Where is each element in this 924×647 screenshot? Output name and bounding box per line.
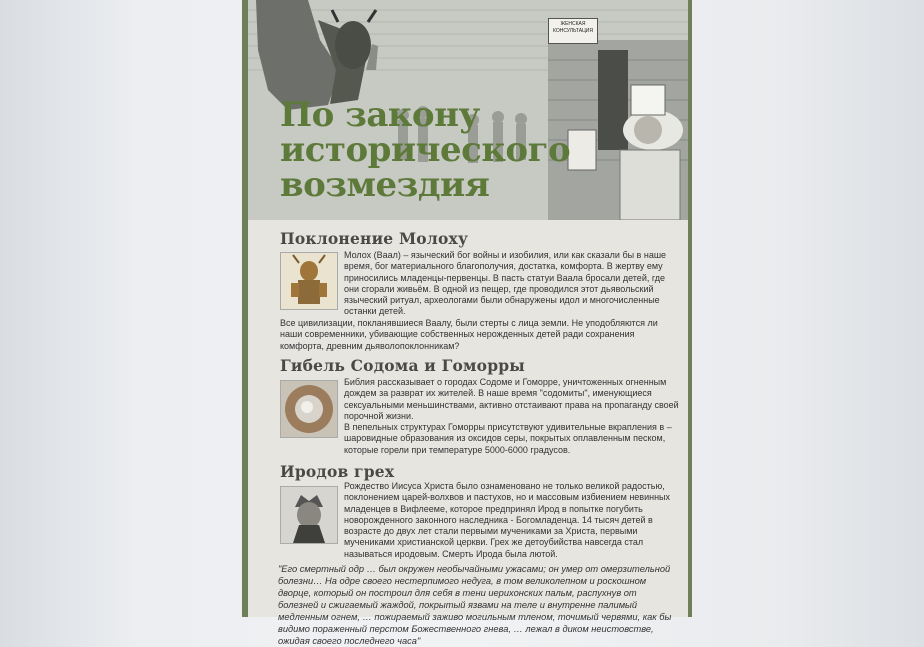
heading-herod: Иродов грех	[280, 462, 395, 481]
poster-board	[242, 0, 692, 647]
heading-sodom: Гибель Содома и Гоморры	[280, 356, 526, 375]
sodom-text-2: В пепельных структурах Гоморры присутствуют удивительные вкрапления в –шаровидные образования из оксидов серы, покрытых оплавленным песком, которые горели при температуре 5000-6000 градусов.	[344, 422, 672, 455]
herod-text: Рождество Иисуса Христа было ознаменовано не только великой радостью, поклонением царей-волхвов и пастухов, но и массовым избиением невинных младенцев в Вифлееме, которое предпринял Ирод в попытке погубить новорожденного законного наследника - Богомладенца. 14 тысяч детей в возрасте до двух лет стали первыми мучениками за Христа, первыми мучениками христианской церкви. Грех же детоубийства навсегда стал называться иродовым. Смерть Ирода была лютой.	[344, 481, 671, 559]
moloch-text: Молох (Ваал) – языческий бог войны и изобилия, или как сказали бы в наше время, бог материального благополучия, достатка, комфорта. В жертву ему приносились младенцы-первенцы. В пасть статуи Ваала бросали детей, где они сгорали живьём. В одной из пещер, где проводился этот дьявольский языческий ритуал, археологами были обнаружены идол и многочисленные останки детей.	[344, 250, 667, 317]
poster-title: По закону исторического возмездия	[280, 95, 571, 205]
sodom-text-1: Библия рассказывает о городах Содоме и Гоморре, уничтоженных огненным дождем за разврат их жителей. В наше время "содомиты", именующиеся сексуальными меньшинствами, активно отстаивают права на пропаганду своей порочной жизни.	[344, 377, 679, 421]
sulfur-ball-image	[280, 380, 338, 438]
herod-quote: "Его смертный одр … был окружен необычайными ужасами; он умер от омерзительной болезни… На одре своего нестерпимого недуга, в том великолепном и роскошном дворце, который он построил для себя в тени иерихонских пальм, распухнув от болезней и сжигаемый жаждой, покрытый язвами на теле и внутренне палимый медленным огнем, … пожираемый заживо могильным тленом, точимый червями, как бы видимо пораженный перстом Божественного гнева, … лежал в диком неистовстве, ожидая своего последнего часа"	[278, 564, 672, 647]
street-sign: ЖЕНСКАЯ КОНСУЛЬТАЦИЯ	[548, 18, 598, 44]
poster-content	[248, 220, 688, 647]
moloch-image	[280, 252, 338, 310]
heading-moloch: Поклонение Молоху	[280, 229, 469, 248]
moloch-summary: Все цивилизации, покланявшиеся Ваалу, были стерты с лица земли. Не уподобляются ли наши современники, убивающие собственных нерожденных детей ради сохранения комфорта, древним дьяволопоклонникам?	[280, 318, 658, 351]
herod-image	[280, 486, 338, 544]
